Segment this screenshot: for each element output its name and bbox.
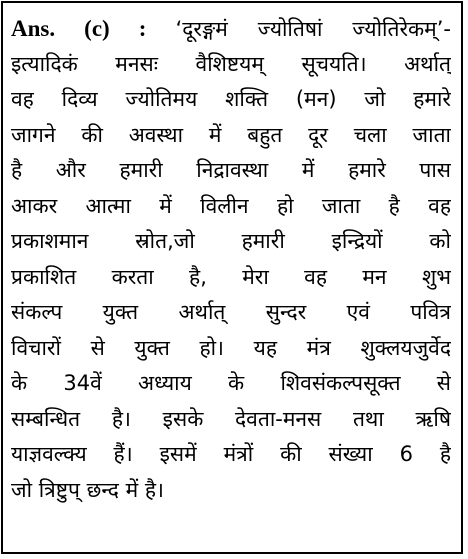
answer-line-2: इत्यादिकं मनसः वैशिष्टयम् सूचयति। अर्थात् [11, 51, 451, 76]
answer-line-4: जागने की अवस्था में बहुत दूर चला जाता [11, 122, 451, 147]
answer-line-5: है और हमारी निद्रावस्था में हमारे पास [11, 158, 451, 182]
answer-line-8: प्रकाशित करता है, मेरा वह मन शुभ [11, 264, 451, 289]
answer-line-14: जो त्रिष्टुप् छन्द में है। [11, 477, 164, 502]
answer-line-13: याज्ञवल्क्य हैं। इसमें मंत्रों की संख्या 6 है [11, 442, 451, 466]
answer-box [1, 1, 463, 554]
answer-line-9: संकल्प युक्त अर्थात् सुन्दर एवं पवित्र [11, 300, 451, 324]
answer-line-7: प्रकाशमान स्रोत,जो हमारी इन्द्रियों को [11, 229, 451, 253]
answer-line-1-text: ‘दूरङ्गमं ज्योतिषां ज्योतिरेकम्’- [175, 17, 451, 41]
answer-line-12: सम्बन्धित है। इसके देवता-मनस तथा ऋषि [11, 406, 451, 431]
answer-line-6: आकर आत्मा में विलीन हो जाता है वह [11, 193, 451, 218]
answer-line-3: वह दिव्य ज्योतिमय शक्ति (मन) जो हमारे [11, 87, 451, 111]
answer-line-10: विचारों से युक्त हो। यह मंत्र शुक्लयजुर्वेद [11, 335, 451, 360]
answer-line-11: के 34वें अध्याय के शिवसंकल्पसूक्त से [11, 371, 451, 395]
answer-label: Ans. (c) : [11, 16, 176, 41]
answer-line-1 [11, 11, 451, 47]
